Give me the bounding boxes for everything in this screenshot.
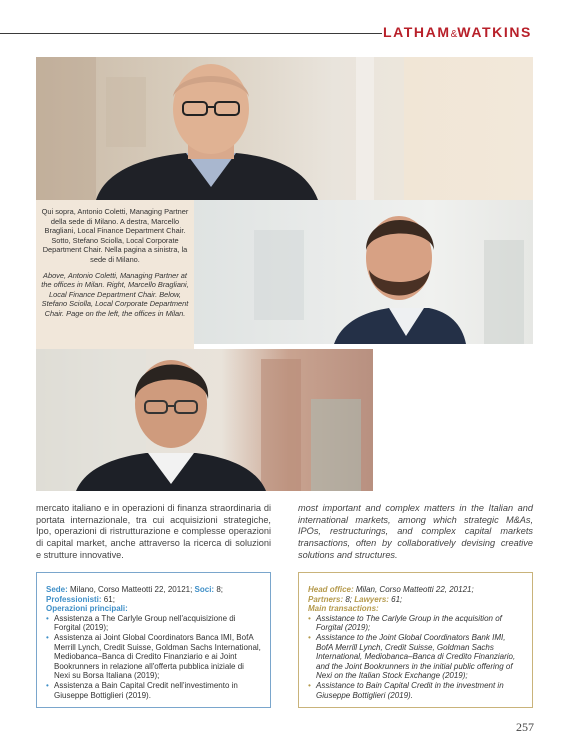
info-box-italian xyxy=(36,572,271,708)
office-line: Head office: Milan, Corso Matteotti 22, 20121; xyxy=(308,585,474,594)
photo-caption xyxy=(36,207,194,319)
list-item: • Assistenza a The Carlyle Group nell'acquisizione di Forgital (2019); xyxy=(46,614,261,633)
header-rule xyxy=(0,33,382,34)
transactions-heading: Main transactions: xyxy=(308,604,379,614)
professionals-line: Professionisti: 61; xyxy=(46,594,115,604)
caption-italian: Qui sopra, Antonio Coletti, Managing Partner della sede di Milano. A destra, Marcello Bragliani, Local Finance Department Chair. Sotto, Stefano Sciolla, Local Corporate Department Chair. Nella pagina a sinistra, la sede di Milano. xyxy=(41,207,189,264)
transactions-list xyxy=(46,614,261,700)
photo-marcello-bragliani xyxy=(194,200,533,344)
list-item: • Assistance to the Joint Global Coordinators Bank IMI, BofA Merrill Lynch, Credit Suisse, Goldman Sachs International, Mediobanca–Banca di Credito Finanziario, and the Joint Bookrunners in the initial public offering of Nexi on the Italian Stock Exchange (2019); xyxy=(308,633,523,681)
page-number: 257 xyxy=(516,720,534,734)
body-text-english: most important and complex matters in the Italian and international markets, among which strategic M&As, IPOs, restructurings, and complex capital markets transactions, often by collaboratively devising creative solutions and structures. xyxy=(298,503,533,560)
list-item: • Assistenza a Bain Capital Credit nell'investimento in Giuseppe Bottiglieri (2019). xyxy=(46,681,261,700)
photo-antonio-coletti xyxy=(36,57,533,200)
caption-english: Above, Antonio Coletti, Managing Partner at the offices in Milan. Right, Marcello Bragliani, Local Finance Department Chair. Below, Stefano Sciolla, Local Corporate Department Chair. Page on the left, the offices in Milan. xyxy=(41,270,189,318)
blank-panel xyxy=(373,344,533,491)
body-text-italian: mercato italiano e in operazioni di finanza straordinaria di portata internazionale, tra cui acquisizioni strategiche, Ipo, operazioni di ristrutturazione e complesse operazioni di capital market, anche attraverso la ricerca di soluzioni e strutture innovative. xyxy=(36,503,271,560)
office-line: Sede: Milano, Corso Matteotti 22, 20121; Soci: 8; xyxy=(46,585,223,594)
transactions-list xyxy=(308,614,523,700)
brand-logo: LATHAM&WATKINS xyxy=(382,24,532,40)
photo-stefano-sciolla xyxy=(36,349,373,491)
partners-line: Partners: 8; Lawyers: 61; xyxy=(308,594,403,604)
transactions-heading: Operazioni principali: xyxy=(46,604,128,614)
list-item: • Assistance to Bain Capital Credit in the investment in Giuseppe Bottiglieri (2019). xyxy=(308,681,523,700)
list-item: • Assistance to The Carlyle Group in the acquisition of Forgital (2019); xyxy=(308,614,523,633)
info-box-english xyxy=(298,572,533,708)
list-item: • Assistenza ai Joint Global Coordinators Banca IMI, BofA Merrill Lynch, Credit Suisse, Goldman Sachs International, Mediobanca–Banca di Credito Finanziario e ai Joint Bookrunners in relazione all'offerta pubblica iniziale di Nexi su Borsa Italiana (2019); xyxy=(46,633,261,681)
